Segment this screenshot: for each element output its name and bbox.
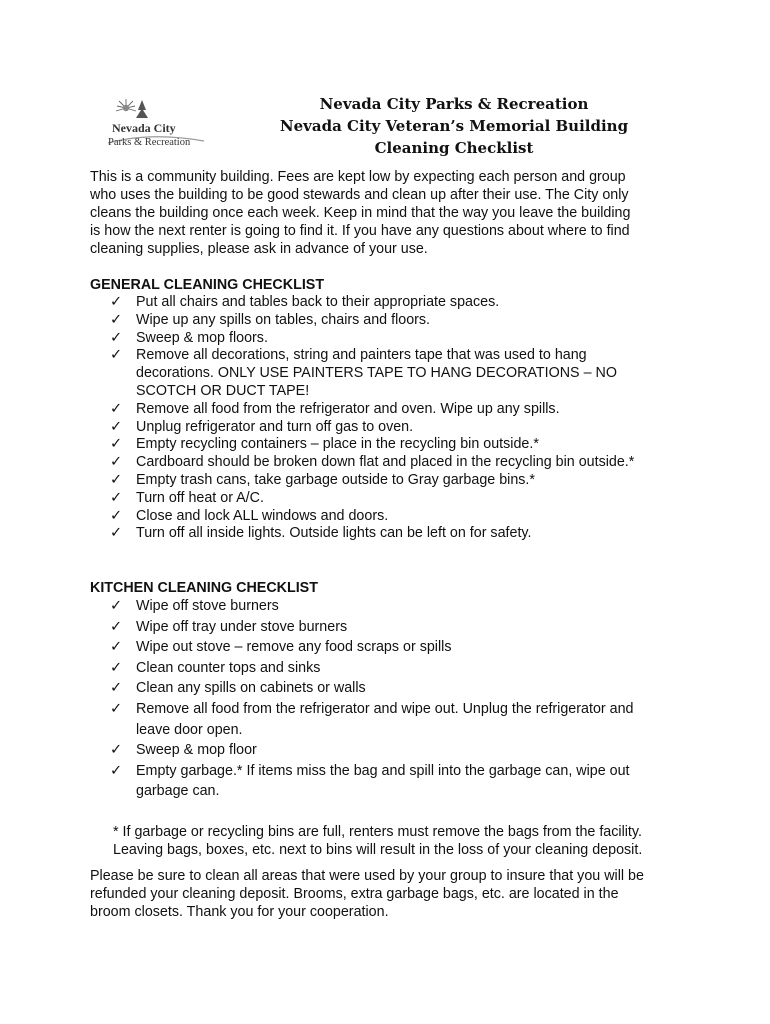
general-checklist-item <box>110 401 690 419</box>
closing-line: Please be sure to clean all areas that were used by your group to insure that you will be <box>90 868 644 884</box>
title-line-3: Cleaning Checklist <box>374 139 534 157</box>
check-mark-icon: ✓ <box>110 762 122 779</box>
intro-paragraph <box>90 168 690 258</box>
check-mark-icon: ✓ <box>110 700 122 717</box>
check-mark-icon: ✓ <box>110 400 122 417</box>
check-mark-icon: ✓ <box>110 294 122 310</box>
checklist-item-text: Wipe up any spills on tables, chairs and floors. <box>136 311 431 328</box>
closing-line: broom closets. Thank you for your cooperation. <box>90 904 389 920</box>
kitchen-checklist-item <box>110 596 690 617</box>
document-title-block <box>240 93 668 159</box>
general-checklist-item <box>110 490 690 508</box>
general-checklist-item <box>110 508 690 526</box>
check-mark-icon: ✓ <box>110 507 122 524</box>
check-mark-icon: ✓ <box>110 436 122 453</box>
kitchen-checklist-item <box>110 761 690 802</box>
check-mark-icon: ✓ <box>110 680 122 697</box>
checklist-item-text: Sweep & mop floor <box>136 742 257 759</box>
kitchen-checklist-item <box>110 658 690 679</box>
kitchen-checklist-item <box>110 699 690 740</box>
checklist-item-text: Empty trash cans, take garbage outside to Gray garbage bins.* <box>136 471 535 488</box>
nevada-city-logo <box>104 96 216 158</box>
checklist-item-text: Turn off all inside lights. Outside lights can be left on for safety. <box>136 525 532 542</box>
check-mark-icon: ✓ <box>110 659 122 676</box>
note-line: * If garbage or recycling bins are full, renters must remove the bags from the facility. <box>113 824 642 840</box>
garbage-note <box>113 823 693 859</box>
logo-subtitle: Parks & Recreation <box>108 137 191 148</box>
checklist-item-text: Wipe off tray under stove burners <box>136 618 348 635</box>
check-mark-icon: ✓ <box>110 618 122 635</box>
checklist-item-text: Empty recycling containers – place in the recycling bin outside.* <box>136 436 539 453</box>
checklist-item-text: garbage can. <box>136 783 220 800</box>
general-checklist-item <box>110 330 690 348</box>
kitchen-checklist <box>110 596 690 802</box>
general-checklist-item <box>110 294 690 312</box>
checklist-item-text: Remove all food from the refrigerator and oven. Wipe up any spills. <box>136 400 560 417</box>
checklist-item-text: leave door open. <box>136 721 243 738</box>
kitchen-checklist-item <box>110 740 690 761</box>
general-checklist-heading: GENERAL CLEANING CHECKLIST <box>90 277 325 293</box>
general-checklist-item <box>110 347 690 400</box>
check-mark-icon: ✓ <box>110 347 122 364</box>
checklist-item-text: Unplug refrigerator and turn off gas to oven. <box>136 418 414 435</box>
intro-line: cleans the building once each week. Keep in mind that the way you leave the building <box>90 205 631 221</box>
check-mark-icon: ✓ <box>110 525 122 542</box>
closing-line: refunded your cleaning deposit. Brooms, extra garbage bags, etc. are located in the <box>90 886 619 902</box>
intro-line: is how the next renter is going to find it. If you have any questions about where to find <box>90 223 630 239</box>
checklist-item-text: Put all chairs and tables back to their appropriate spaces. <box>136 294 500 310</box>
kitchen-checklist-item <box>110 617 690 638</box>
check-mark-icon: ✓ <box>110 639 122 656</box>
check-mark-icon: ✓ <box>110 329 122 346</box>
checklist-item-text: SCOTCH OR DUCT TAPE! <box>136 382 310 399</box>
check-mark-icon: ✓ <box>110 418 122 435</box>
check-mark-icon: ✓ <box>110 598 122 614</box>
checklist-item-text: Wipe off stove burners <box>136 598 279 614</box>
intro-line: This is a community building. Fees are kept low by expecting each person and group <box>90 169 626 185</box>
check-mark-icon: ✓ <box>110 311 122 328</box>
checklist-item-text: Clean counter tops and sinks <box>136 659 321 676</box>
title-line-2: Nevada City Veteran’s Memorial Building <box>279 117 629 135</box>
checklist-item-text: Turn off heat or A/C. <box>136 489 264 506</box>
general-checklist-item <box>110 436 690 454</box>
checklist-item-text: Remove all decorations, string and painters tape that was used to hang <box>136 347 587 364</box>
kitchen-checklist-item <box>110 678 690 699</box>
intro-line: who uses the building to be good stewards and clean up after their use. The City only <box>90 187 629 203</box>
general-checklist <box>110 294 690 543</box>
checklist-item-text: decorations. ONLY USE PAINTERS TAPE TO HANG DECORATIONS – NO <box>136 365 617 382</box>
check-mark-icon: ✓ <box>110 454 122 471</box>
checklist-item-text: Empty garbage.* If items miss the bag and spill into the garbage can, wipe out <box>136 762 630 779</box>
checklist-item-text: Clean any spills on cabinets or walls <box>136 680 366 697</box>
checklist-item-text: Cardboard should be broken down flat and placed in the recycling bin outside.* <box>136 454 635 471</box>
kitchen-checklist-item <box>110 637 690 658</box>
general-checklist-item <box>110 312 690 330</box>
title-line-1: Nevada City Parks & Recreation <box>319 95 589 113</box>
checklist-item-text: Wipe out stove – remove any food scraps or spills <box>136 639 452 656</box>
closing-paragraph <box>90 867 690 921</box>
general-checklist-item <box>110 454 690 472</box>
check-mark-icon: ✓ <box>110 471 122 488</box>
check-mark-icon: ✓ <box>110 489 122 506</box>
general-checklist-item <box>110 525 690 543</box>
intro-line: cleaning supplies, please ask in advance of your use. <box>90 241 428 257</box>
kitchen-checklist-heading: KITCHEN CLEANING CHECKLIST <box>90 580 318 596</box>
logo-name: Nevada City <box>112 121 176 135</box>
checklist-item-text: Remove all food from the refrigerator and wipe out. Unplug the refrigerator and <box>136 700 634 717</box>
checklist-item-text: Sweep & mop floors. <box>136 329 268 346</box>
checklist-item-text: Close and lock ALL windows and doors. <box>136 507 389 524</box>
note-line: Leaving bags, boxes, etc. next to bins will result in the loss of your cleaning deposit. <box>113 842 643 858</box>
check-mark-icon: ✓ <box>110 742 122 759</box>
general-checklist-item <box>110 419 690 437</box>
general-checklist-item <box>110 472 690 490</box>
